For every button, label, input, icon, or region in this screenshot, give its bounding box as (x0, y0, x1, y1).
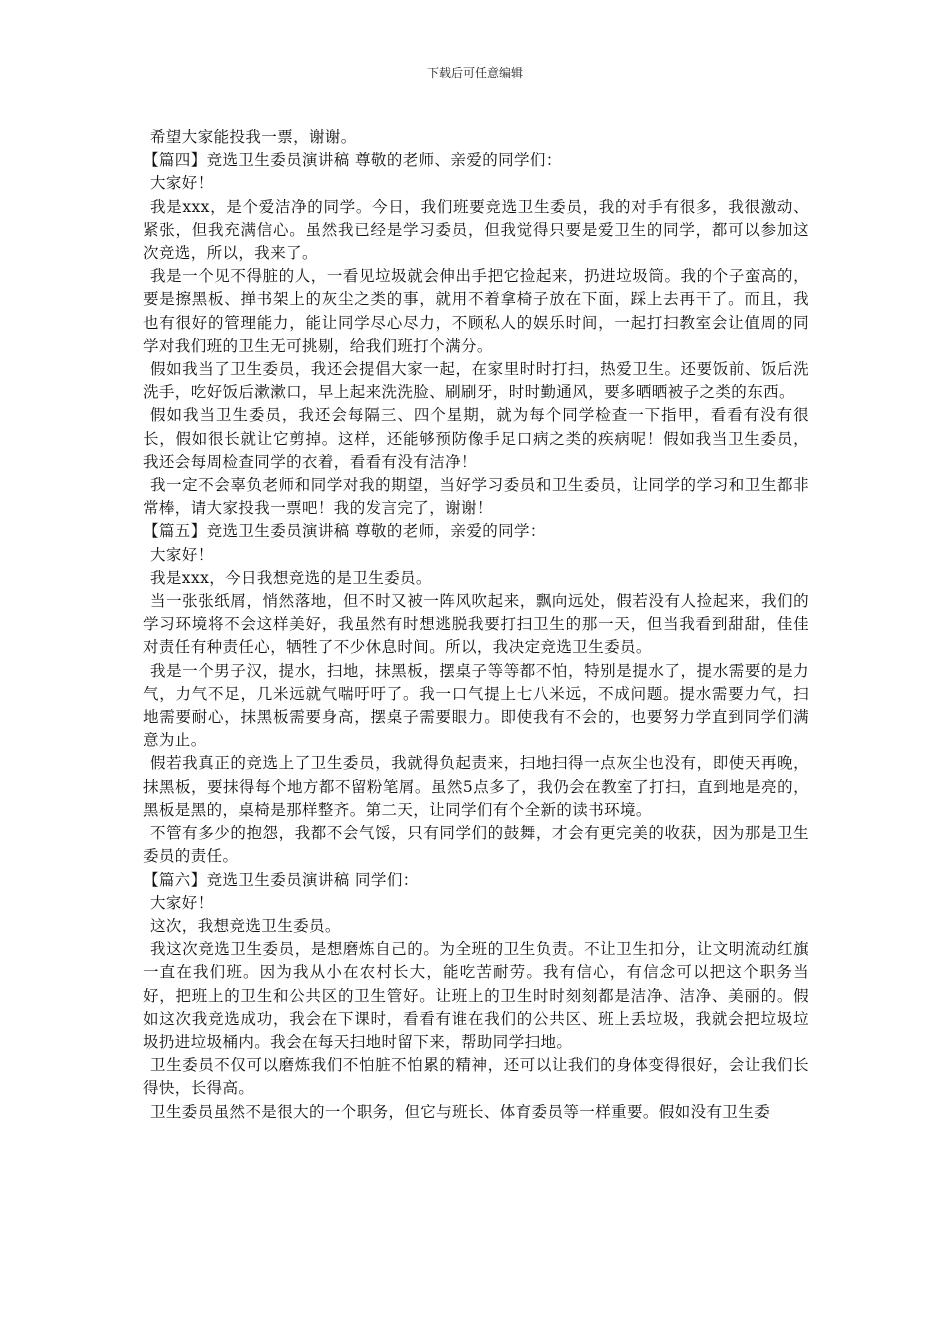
paragraph: 希望大家能投我一票，谢谢。 (150, 128, 357, 146)
section-heading: 【篇六】竞选卫生委员演讲稿 同学们： (143, 870, 419, 889)
paragraph: 我这次竞选卫生委员，是想磨炼自己的。为全班的卫生负责。不让卫生扣分，让文明流动红旗一直在我们班。因为我从小在农村长大，能吃苦耐劳。我有信心，有信念可以把这个职务当好，把班上的卫生和公共区的卫生管好。让班上的卫生时时刻刻都是洁净、洁净、美丽的。假如这次我竞选成功，我会在下课时，看看有谁在我们的公共区、班上丢垃圾，我就会把垃圾垃圾扔进垃圾桶内。我会在每天扫地时留下来，帮助同学扫地。 (143, 940, 809, 1051)
paragraph: 假如我当了卫生委员，我还会提倡大家一起，在家里时时打扫，热爱卫生。还要饭前、饭后洗洗手，吃好饭后漱漱口，早上起来洗洗脸、刷刷牙，时时勤通风，要多晒晒被子之类的东西。 (143, 360, 809, 402)
paragraph: 卫生委员不仅可以磨炼我们不怕脏不怕累的精神，还可以让我们的身体变得很好，会让我们长得快，长得高。 (143, 1056, 809, 1098)
paragraph: 大家好！ (150, 545, 214, 564)
paragraph: 大家好！ (150, 174, 214, 193)
paragraph: 我一定不会辜负老师和同学对我的期望，当好学习委员和卫生委员，让同学的学习和卫生都非常棒，请大家投我一票吧！我的发言完了，谢谢！ (143, 476, 809, 518)
paragraph: 这次，我想竞选卫生委员。 (150, 916, 341, 935)
paragraph: 卫生委员虽然不是很大的一个职务，但它与班长、体育委员等一样重要。假如没有卫生委 (150, 1102, 771, 1121)
page-header: 下载后可任意编辑 (426, 66, 523, 80)
paragraph: 假如我当卫生委员，我还会每隔三、四个星期，就为每个同学检查一下指甲，看看有没有很长，假如很长就让它剪掉。这样，还能够预防像手足口病之类的疾病呢！假如我当卫生委员，我还会每周检查同学的衣着，看看有没有洁净！ (143, 406, 809, 471)
paragraph: 我是xxx，是个爱洁净的同学。今日，我们班要竞选卫生委员，我的对手有很多，我很激动、紧张，但我充满信心。虽然我已经是学习委员，但我觉得只要是爱卫生的同学，都可以参加这次竞选，所以，我来了。 (143, 197, 809, 263)
paragraph: 我是一个见不得脏的人，一看见垃圾就会伸出手把它捡起来，扔进垃圾筒。我的个子蛮高的，要是擦黑板、掸书架上的灰尘之类的事，就用不着拿椅子放在下面，踩上去再干了。而且，我也有很好的管理能力，能让同学尽心尽力，不顾私人的娱乐时间，一起打扫教室会让值周的同学对我们班的卫生无可挑剔，给我们班打个满分。 (143, 267, 809, 355)
paragraph: 当一张张纸屑，悄然落地，但不时又被一阵风吹起来，飘向远处，假若没有人捡起来，我们的学习环境将不会这样美好，我虽然有时想逃脱我要打扫卫生的那一天，但当我看到甜甜，佳佳对责任有种责任心，牺牲了不少休息时间。所以，我决定竞选卫生委员。 (143, 592, 809, 657)
paragraph: 不管有多少的抱怨，我都不会气馁，只有同学们的鼓舞，才会有更完美的收获，因为那是卫生委员的责任。 (143, 824, 809, 866)
section-heading: 【篇四】竞选卫生委员演讲稿 尊敬的老师、亲爱的同学们： (143, 151, 562, 170)
section-heading: 【篇五】竞选卫生委员演讲稿 尊敬的老师，亲爱的同学： (143, 522, 546, 541)
paragraph: 大家好！ (150, 893, 214, 912)
paragraph: 我是一个男子汉，提水，扫地，抹黑板，摆桌子等等都不怕，特别是提水了，提水需要的是力气，力气不足，几米远就气喘吁吁了。我一口气提上七八米远，不成问题。提水需要力气，扫地需要耐心，抹黑板需要身高，摆桌子需要眼力。即使我有不会的，也要努力学直到同学们满意为止。 (143, 661, 809, 750)
paragraph: 假若我真正的竞选上了卫生委员，我就得负起责来，扫地扫得一点灰尘也没有，即使天再晚，抹黑板，要抹得每个地方都不留粉笔屑。虽然5点多了，我仍会在教室了打扫，直到地是亮的，黑板是黑的，桌椅是那样整齐。第二天，让同学们有个全新的读书环境。 (143, 754, 809, 819)
document-body (143, 126, 809, 1124)
paragraph: 我是xxx，今日我想竞选的是卫生委员。 (150, 568, 432, 587)
